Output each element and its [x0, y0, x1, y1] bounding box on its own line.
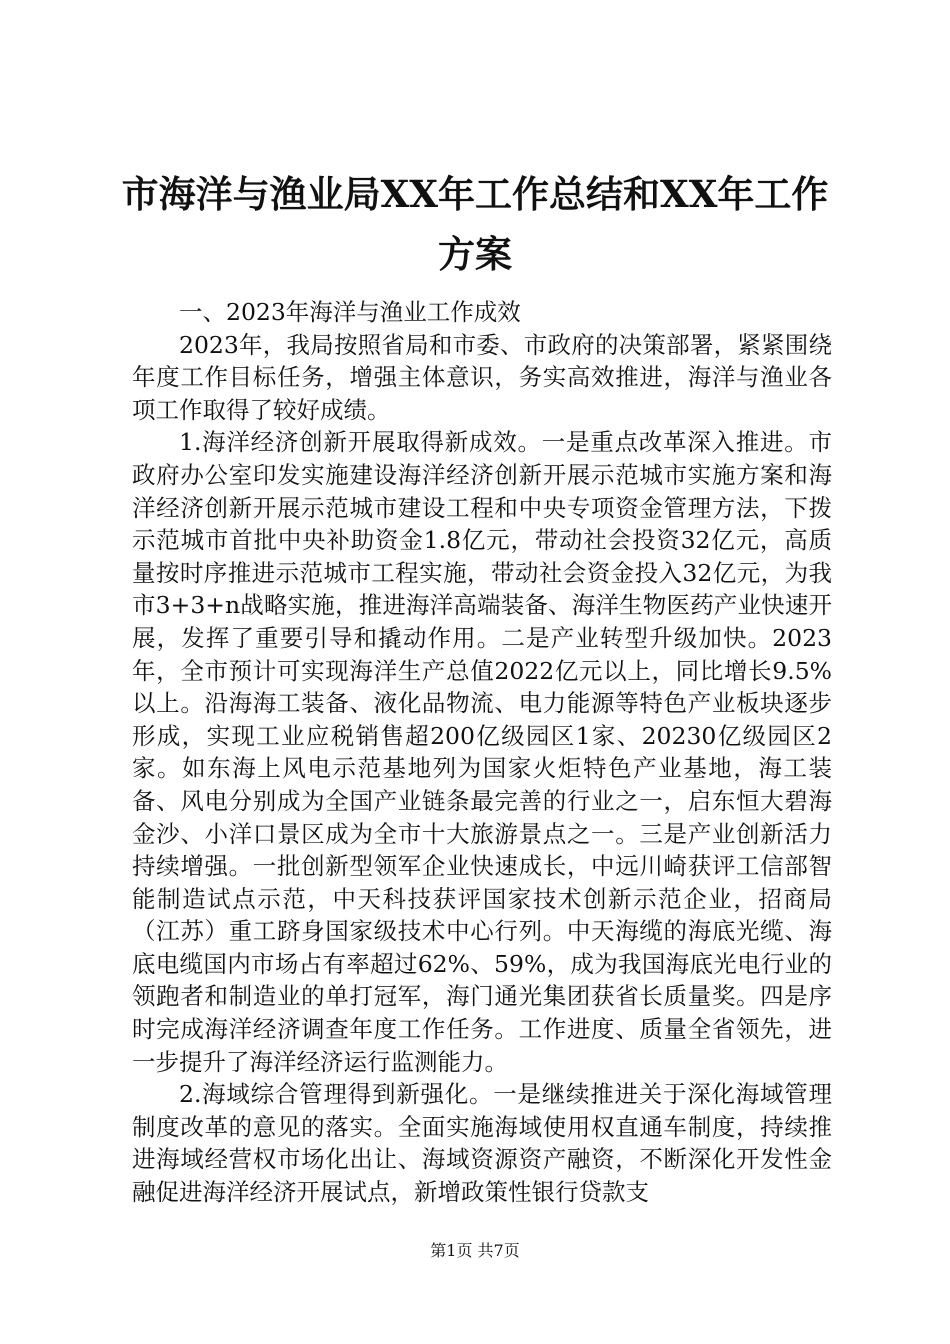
page-number: 第1页 共7页 [430, 1241, 520, 1260]
intro-paragraph: 2023年，我局按照省局和市委、市政府的决策部署，紧紧围绕年度工作目标任务，增强主体意识，务实高效推进，海洋与渔业各项工作取得了较好成绩。 [132, 330, 832, 424]
document-title: 市海洋与渔业局XX年工作总结和XX年工作方案 [121, 172, 829, 276]
marine-economy-paragraph: 1.海洋经济创新开展取得新成效。一是重点改革深入推进。市政府办公室印发实施建设海洋经济创新开展示范城市实施方案和海洋经济创新开展示范城市建设工程和中央专项资金管理方法，下拨示范城市首批中央补助资金1.8亿元，带动社会投资32亿元，高质量按时序推进示范城市工程实施，带动社会资金投入32亿元，为我市3+3+n战略实施，推进海洋高端装备、海洋生物医药产业快速开展，发挥了重要引导和撬动作用。二是产业转型升级加快。2023年，全市预计可实现海洋生产总值2022亿元以上，同比增长9.5%以上。沿海海工装备、液化品物流、电力能源等特色产业板块逐步形成，实现工业应税销售超200亿级园区1家、20230亿级园区2家。如东海上风电示范基地列为国家火炬特色产业基地，海工装备、风电分别成为全国产业链条最完善的行业之一，启东恒大碧海金沙、小洋口景区成为全市十大旅游景点之一。三是产业创新活力持续增强。一批创新型领军企业快速成长，中远川崎获评工信部智能制造试点示范，中天科技获评国家技术创新示范企业，招商局（江苏）重工跻身国家级技术中心行列。中天海缆的海底光缆、海底电缆国内市场占有率超过62%、59%，成为我国海底光电行业的领跑者和制造业的单打冠军，海门通光集团获省长质量奖。四是序时完成海洋经济调查年度工作任务。工作进度、质量全省领先，进一步提升了海洋经济运行监测能力。 [132, 428, 832, 1076]
sea-area-management-paragraph: 2.海域综合管理得到新强化。一是继续推进关于深化海域管理制度改革的意见的落实。全面实施海域使用权直通车制度，持续推进海域经营权市场化出让、海域资源资产融资，不断深化开发性金融促进海洋经济开展试点，新增政策性银行贷款支 [132, 1080, 832, 1207]
document-body [132, 296, 832, 1209]
section-heading: 一、2023年海洋与渔业工作成效 [179, 298, 521, 326]
